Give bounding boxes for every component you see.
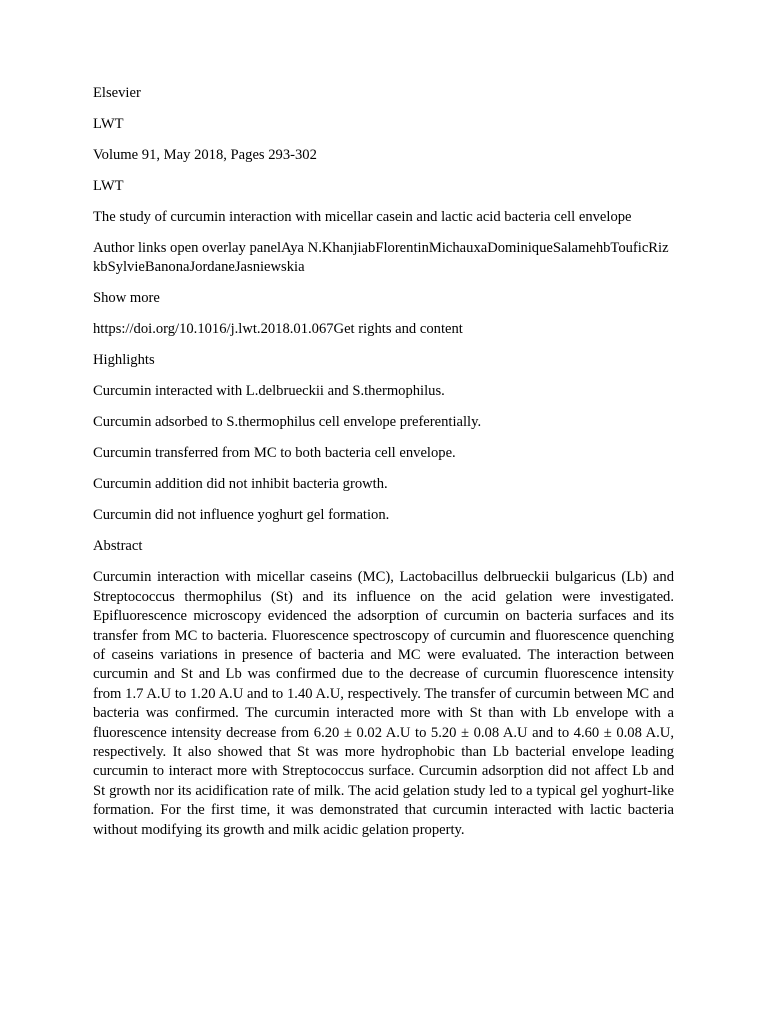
- show-more-link[interactable]: Show more: [93, 290, 160, 307]
- highlight-item: Curcumin interacted with L.delbrueckii and S.thermophilus.: [93, 383, 445, 400]
- publisher-name: Elsevier: [93, 85, 141, 101]
- highlights-heading: Highlights: [93, 352, 155, 369]
- highlight-item: Curcumin did not influence yoghurt gel formation.: [93, 507, 390, 524]
- abstract-heading: Abstract: [93, 538, 143, 555]
- volume-info: Volume 91, May 2018, Pages 293-302: [93, 147, 317, 163]
- journal-name-repeat: LWT: [93, 178, 124, 194]
- document-body: [93, 84, 674, 852]
- highlight-item: Curcumin transferred from MC to both bacteria cell envelope.: [93, 445, 456, 462]
- abstract-text: Curcumin interaction with micellar caseins (MC), Lactobacillus delbrueckii bulgaricus (Lb) and Streptococcus thermophilus (St) and its influence on the acid gelation were investigated. Epifluorescence microscopy evidenced the adsorption of curcumin on bacteria surfaces and its transfer from MC to bacteria. Fluorescence spectroscopy of curcumin and fluorescence quenching of caseins variations in presence of bacteria and MC were evaluated. The interaction between curcumin and St and Lb was confirmed due to the decrease of curcumin fluorescence intensity from 1.7 A.U to 1.20 A.U and to 1.40 A.U, respectively. The transfer of curcumin between MC and bacteria was confirmed. The curcumin interacted more with St than with Lb envelope with a fluorescence intensity decrease from 6.20 ± 0.02 A.U to 5.20 ± 0.08 A.U and to 4.60 ± 0.08 A.U, respectively. It also showed that St was more hydrophobic than Lb bacterial envelope leading curcumin to interact more with Streptococcus surface. Curcumin adsorption did not affect Lb and St growth nor its acidification rate of milk. The acid gelation study led to a typical gel yoghurt-like formation. For the first time, it was demonstrated that curcumin interacted with lactic bacteria without modifying its growth and milk acidic gelation property.: [93, 569, 674, 838]
- article-title: The study of curcumin interaction with micellar casein and lactic acid bacteria cell envelope: [93, 209, 632, 225]
- journal-name: LWT: [93, 116, 124, 132]
- highlight-item: Curcumin addition did not inhibit bacteria growth.: [93, 476, 388, 493]
- author-links[interactable]: Author links open overlay panelAya N.KhanjiabFlorentinMichauxaDominiqueSalamehbTouficRizkbSylvieBanonaJordaneJasniewskia: [93, 240, 669, 276]
- highlight-item: Curcumin adsorbed to S.thermophilus cell envelope preferentially.: [93, 414, 482, 431]
- doi-link[interactable]: https://doi.org/10.1016/j.lwt.2018.01.067Get rights and content: [93, 321, 463, 338]
